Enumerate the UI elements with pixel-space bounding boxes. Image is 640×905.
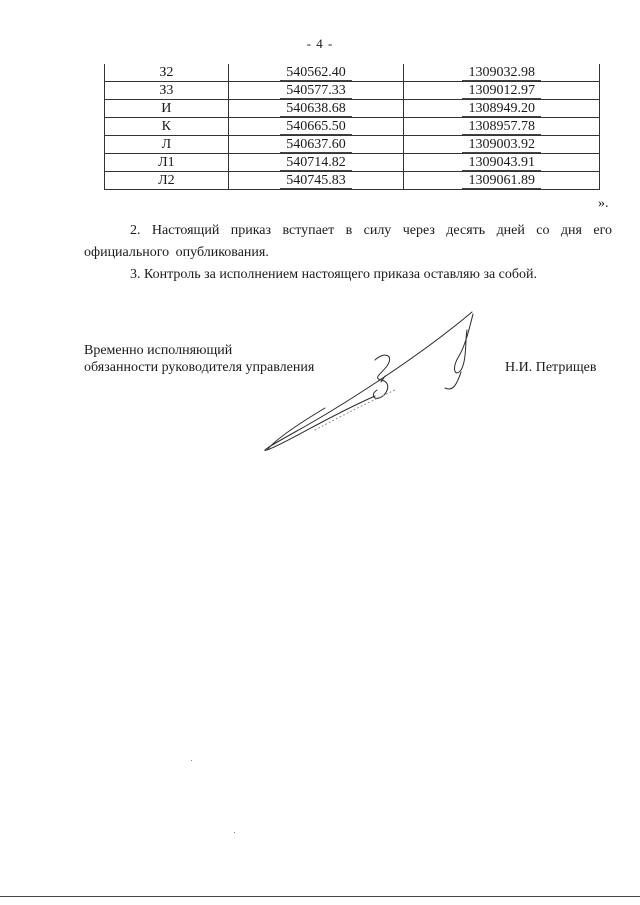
x-coordinate-cell bbox=[228, 100, 404, 118]
y-value: 1308949.20 bbox=[462, 101, 541, 117]
paragraph-2: 2. Настоящий приказ вступает в силу через десять дней со дня его официального опубликования. bbox=[84, 223, 612, 260]
signatory-name: Н.И. Петрищев bbox=[505, 360, 597, 375]
point-cell: З3 bbox=[105, 82, 229, 100]
table-row bbox=[105, 64, 600, 82]
x-value: 540637.60 bbox=[280, 137, 352, 153]
x-value: 540577.33 bbox=[280, 83, 352, 99]
point-cell: К bbox=[105, 118, 229, 136]
y-coordinate-cell bbox=[404, 154, 600, 172]
coordinates-table bbox=[104, 64, 600, 190]
x-value: 540714.82 bbox=[280, 155, 352, 171]
closing-quote: ». bbox=[598, 196, 609, 211]
x-coordinate-cell bbox=[228, 82, 404, 100]
point-cell: Л bbox=[105, 136, 229, 154]
y-value: 1308957.78 bbox=[462, 119, 541, 135]
x-coordinate-cell bbox=[228, 154, 404, 172]
x-value: 540665.50 bbox=[280, 119, 352, 135]
y-value: 1309003.92 bbox=[462, 137, 541, 153]
x-coordinate-cell bbox=[228, 118, 404, 136]
x-coordinate-cell bbox=[228, 172, 404, 190]
y-value: 1309061.89 bbox=[462, 173, 541, 189]
y-value: 1309032.98 bbox=[462, 65, 541, 81]
table-row bbox=[105, 154, 600, 172]
y-coordinate-cell bbox=[404, 82, 600, 100]
y-coordinate-cell bbox=[404, 136, 600, 154]
point-cell: Л1 bbox=[105, 154, 229, 172]
table-row bbox=[105, 136, 600, 154]
table-row bbox=[105, 118, 600, 136]
y-value: 1309043.91 bbox=[462, 155, 541, 171]
position-line-2: обязанности руководителя управления bbox=[84, 360, 315, 375]
x-coordinate-cell bbox=[228, 64, 404, 82]
scan-speck bbox=[191, 760, 192, 761]
handwritten-signature-icon bbox=[255, 300, 485, 460]
x-value: 540638.68 bbox=[280, 101, 352, 117]
x-coordinate-cell bbox=[228, 136, 404, 154]
position-line-1: Временно исполняющий bbox=[84, 343, 233, 358]
y-coordinate-cell bbox=[404, 172, 600, 190]
y-coordinate-cell bbox=[404, 64, 600, 82]
y-coordinate-cell bbox=[404, 100, 600, 118]
paragraph-3: 3. Контроль за исполнением настоящего приказа оставляю за собой. bbox=[130, 267, 538, 282]
point-cell: З2 bbox=[105, 64, 229, 82]
x-value: 540562.40 bbox=[280, 65, 352, 81]
y-value: 1309012.97 bbox=[462, 83, 541, 99]
point-cell: Л2 bbox=[105, 172, 229, 190]
table-row bbox=[105, 100, 600, 118]
point-cell: И bbox=[105, 100, 229, 118]
x-value: 540745.83 bbox=[280, 173, 352, 189]
bottom-edge-line bbox=[0, 896, 640, 897]
table-row bbox=[105, 172, 600, 190]
scan-speck bbox=[234, 832, 235, 833]
page-number: - 4 - bbox=[306, 36, 334, 51]
table-row bbox=[105, 82, 600, 100]
y-coordinate-cell bbox=[404, 118, 600, 136]
